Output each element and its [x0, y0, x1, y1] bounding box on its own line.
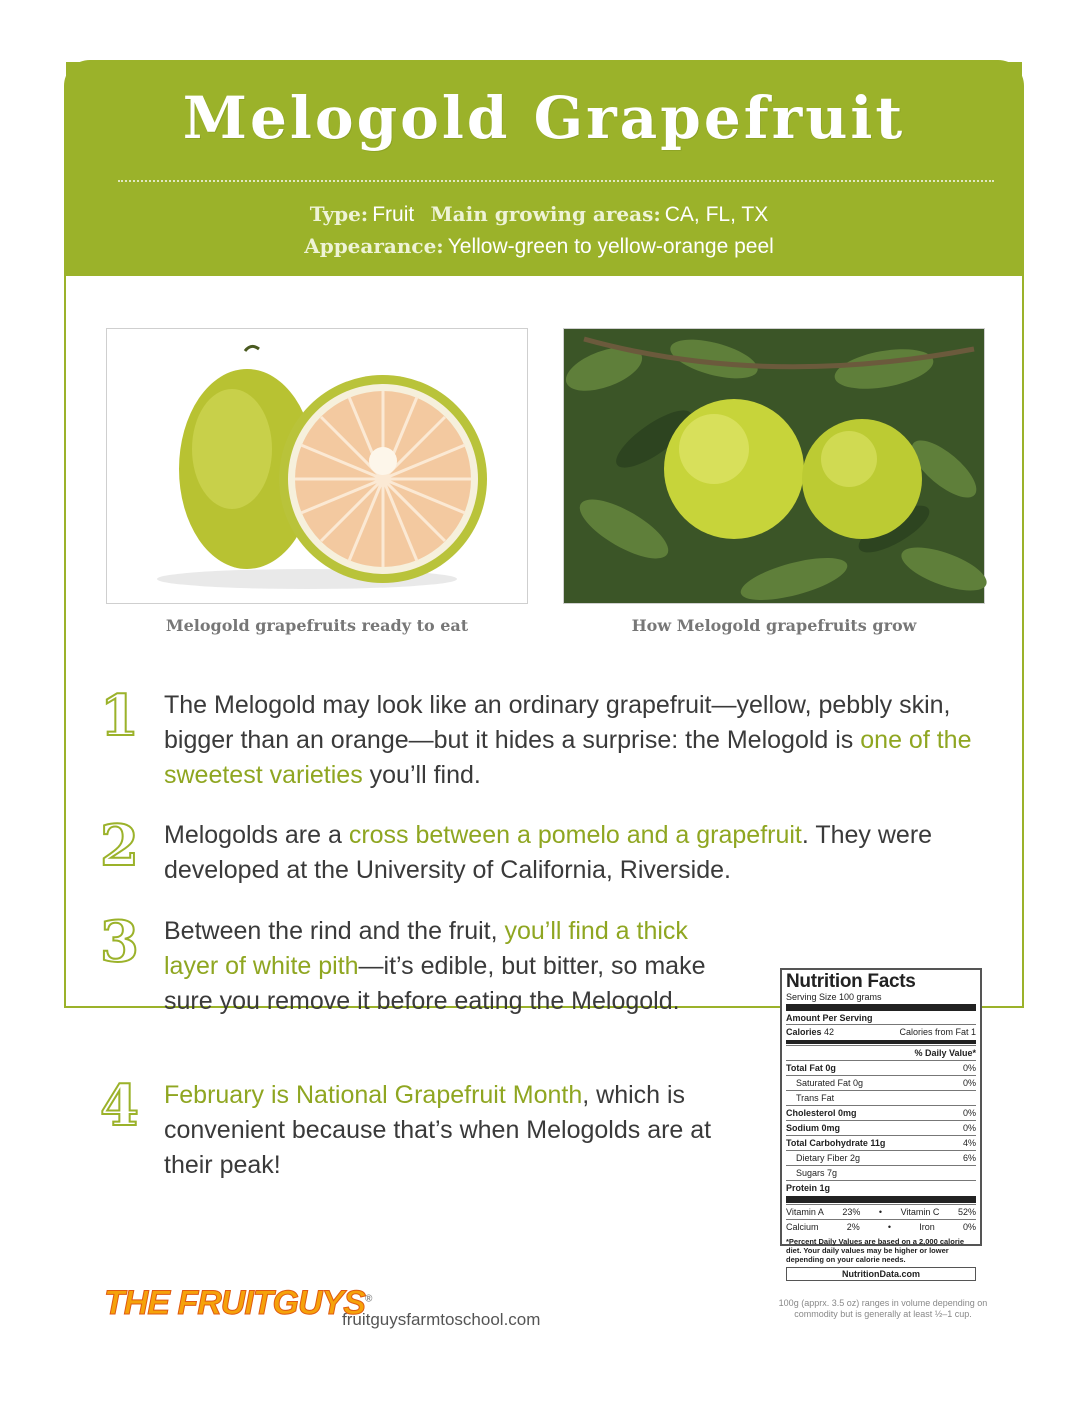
- fact-number: 4: [100, 1073, 139, 1139]
- nutrition-source: NutritionData.com: [786, 1267, 976, 1281]
- nutrient-row: Dietary Fiber 2g 6%: [786, 1150, 976, 1165]
- nutrition-bar: [786, 1040, 976, 1044]
- fact-text: February is National Grapefruit Month, which is convenient because that’s when Melogolds are at their peak!: [164, 1081, 712, 1179]
- cut-grapefruit-image: [107, 329, 527, 603]
- serving-size: Serving Size 100 grams: [786, 992, 882, 1002]
- nutrition-bar: [786, 1196, 976, 1203]
- fact-number: 1: [100, 683, 139, 749]
- photo-caption-ready: Melogold grapefruits ready to eat: [165, 616, 469, 635]
- nutrition-title: Nutrition Facts: [786, 971, 916, 992]
- vitamin-row: Calcium 2% • Iron 0%: [786, 1219, 976, 1234]
- photo-grapefruit-tree: [563, 328, 985, 604]
- meta-line-appearance: [66, 234, 1022, 259]
- nutrition-bar: [786, 1004, 976, 1011]
- fruitguys-logo: THE FRUITGUYS®: [104, 1284, 372, 1322]
- website-link[interactable]: fruitguysfarmtoschool.com: [342, 1310, 541, 1329]
- nutrient-row: Cholesterol 0mg 0%: [786, 1105, 976, 1120]
- grapefruit-tree-image: [564, 329, 984, 603]
- fact-sheet-card: [64, 60, 1024, 1329]
- nutrient-row: Trans Fat: [786, 1090, 976, 1105]
- type-value: Fruit: [372, 203, 415, 226]
- vitamin-row: Vitamin A 23% • Vitamin C 52%: [786, 1204, 976, 1219]
- calories-row: Calories 42 Calories from Fat 1: [786, 1024, 976, 1039]
- nutrient-rows: [786, 1060, 976, 1195]
- fact-number: 3: [100, 909, 139, 975]
- nutrient-row: Saturated Fat 0g 0%: [786, 1075, 976, 1090]
- appearance-value: Yellow-green to yellow-orange peel: [447, 235, 774, 258]
- areas-value: CA, FL, TX: [664, 203, 769, 226]
- areas-label: Main growing areas:: [430, 202, 661, 226]
- header-banner: [66, 62, 1022, 276]
- type-label: Type:: [309, 202, 369, 226]
- meta-line-type-areas: [66, 202, 1022, 227]
- photo-cut-grapefruit: [106, 328, 528, 604]
- nutrient-row: Protein 1g: [786, 1180, 976, 1195]
- dotted-divider: [118, 180, 994, 182]
- appearance-label: Appearance:: [304, 234, 444, 258]
- nutrient-row: Total Carbohydrate 11g 4%: [786, 1135, 976, 1150]
- nutrition-note: 100g (apprx. 3.5 oz) ranges in volume depending on commodity but is generally at least ½–1 cup.: [778, 1298, 988, 1319]
- photo-caption-grow: How Melogold grapefruits grow: [631, 616, 917, 635]
- nutrition-facts-panel: [780, 968, 982, 1279]
- fact-text: The Melogold may look like an ordinary grapefruit—yellow, pebbly skin, bigger than an orange—but it hides a surprise: the Melogold is one of the sweetest varieties you’ll find.: [164, 691, 972, 789]
- nutrition-footnote: *Percent Daily Values are based on a 2,000 calorie diet. Your daily values may be higher or lower depending on your calorie needs.: [786, 1237, 965, 1264]
- daily-value-header: % Daily Value*: [786, 1045, 976, 1060]
- nutrient-row: Sodium 0mg 0%: [786, 1120, 976, 1135]
- vitamin-rows: [786, 1204, 976, 1234]
- nutrient-row: Sugars 7g: [786, 1165, 976, 1180]
- fact-number: 2: [100, 813, 139, 879]
- fact-text: Melogolds are a cross between a pomelo and a grapefruit. They were developed at the University of California, Riverside.: [164, 821, 933, 884]
- nutrient-row: Total Fat 0g 0%: [786, 1060, 976, 1075]
- fact-text: Between the rind and the fruit, you’ll find a thick layer of white pith—it’s edible, but bitter, so make sure you remove it before eating the Melogold.: [164, 917, 706, 1015]
- amount-per-serving: Amount Per Serving: [786, 1013, 873, 1023]
- page-title: Melogold Grapefruit: [182, 84, 906, 152]
